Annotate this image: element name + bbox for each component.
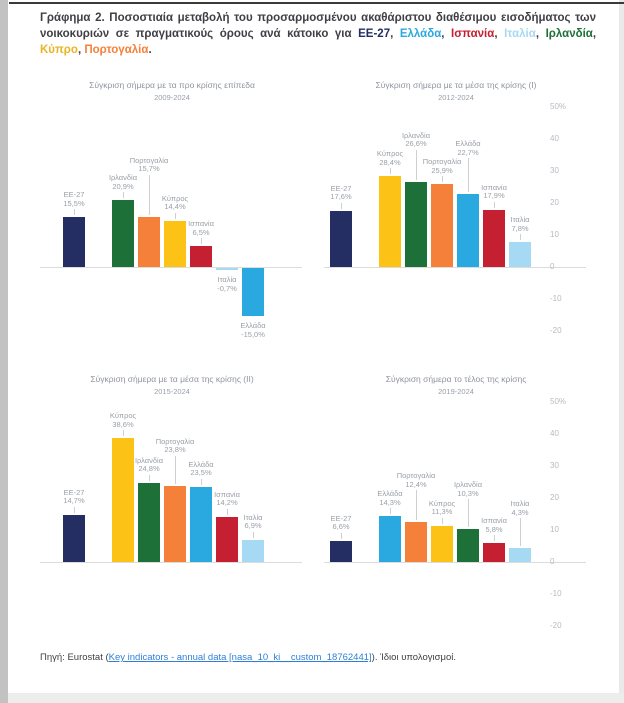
label-leader-line bbox=[74, 209, 75, 215]
label-leader-line bbox=[253, 532, 254, 538]
bar-Κύπρος bbox=[431, 526, 453, 562]
label-leader-line bbox=[123, 192, 124, 198]
bar-label-Ισπανία bbox=[470, 184, 518, 201]
bar-label-value: 17,9% bbox=[483, 191, 505, 201]
label-leader-line bbox=[175, 213, 176, 219]
axis-tick: 0 bbox=[550, 557, 555, 566]
label-leader-line bbox=[390, 168, 391, 174]
bar-label-country: Ελλάδα bbox=[455, 139, 481, 149]
label-leader-line bbox=[341, 203, 342, 209]
bar-Ιταλία bbox=[509, 548, 531, 562]
bar-label-Κύπρος bbox=[151, 195, 199, 212]
bar-label-Ιρλανδία bbox=[99, 174, 147, 191]
bar-label-country: Πορτογαλία bbox=[422, 157, 462, 167]
bar-label-country: Ισπανία bbox=[214, 489, 240, 499]
figure-title-segment: , bbox=[592, 28, 597, 40]
figure-title-segment: , bbox=[390, 28, 400, 40]
label-leader-line bbox=[442, 518, 443, 524]
bar-label-value: 14,7% bbox=[63, 496, 85, 506]
bar-label-ΕΕ-27 bbox=[317, 515, 365, 532]
bar-label-Κύπρος bbox=[418, 500, 466, 517]
bar-label-country: Πορτογαλία bbox=[396, 471, 436, 481]
bar-label-value: 11,3% bbox=[431, 507, 453, 517]
page-bottom-margin bbox=[8, 693, 624, 703]
bar-label-Ιρλανδία bbox=[125, 457, 173, 474]
bar-label-value: 15,7% bbox=[138, 164, 160, 174]
axis-tick: -10 bbox=[550, 589, 562, 598]
bar-label-country: Κύπρος bbox=[161, 193, 189, 203]
figure-title-segment: Πορτογαλία bbox=[84, 44, 149, 56]
bar-label-country: Ισπανία bbox=[481, 182, 507, 192]
figure-title-segment: ΕΕ-27 bbox=[358, 28, 391, 40]
bar-label-Ελλάδα bbox=[444, 140, 492, 157]
value-axis-top-row bbox=[550, 72, 588, 372]
axis-tick: 10 bbox=[550, 230, 559, 239]
axis-tick: 30 bbox=[550, 166, 559, 175]
bar-label-value: 6,5% bbox=[192, 227, 210, 237]
chart-mid-crisis-2 bbox=[38, 366, 306, 666]
bar-label-Κύπρος bbox=[366, 150, 414, 167]
bar-label-Πορτογαλία bbox=[125, 157, 173, 174]
bar-Ιταλία bbox=[509, 242, 531, 267]
bar-Ιρλανδία bbox=[112, 200, 134, 267]
axis-zero-tick bbox=[537, 267, 550, 268]
bar-label-value: -15,0% bbox=[241, 329, 265, 339]
bar-ΕΕ-27 bbox=[63, 515, 85, 562]
bar-label-Κύπρος bbox=[99, 412, 147, 429]
bar-label-value: 24,8% bbox=[138, 464, 160, 474]
chart-subtitle: 2009-2024 bbox=[154, 93, 190, 102]
figure-title-segment: Κύπρο bbox=[40, 44, 78, 56]
bar-Ιταλία bbox=[242, 540, 264, 562]
axis-tick: 10 bbox=[550, 525, 559, 534]
chart-title: Σύγκριση σήμερα με τα μέσα της κρίσης (ΙΙ) bbox=[90, 374, 254, 384]
label-leader-line bbox=[201, 479, 202, 485]
bar-ΕΕ-27 bbox=[330, 211, 352, 267]
bar-label-country: ΕΕ-27 bbox=[63, 190, 85, 200]
bar-label-country: Ιρλανδία bbox=[453, 480, 483, 490]
bar-label-country: Ισπανία bbox=[188, 219, 214, 229]
bar-label-value: 20,9% bbox=[112, 181, 134, 191]
bar-label-country: Ελλάδα bbox=[188, 459, 214, 469]
label-leader-line bbox=[520, 234, 521, 240]
page-top-border bbox=[9, 2, 624, 4]
bar-label-Ισπανία bbox=[470, 517, 518, 534]
chart-title: Σύγκριση σήμερα με τα μέσα της κρίσης (Ι) bbox=[375, 80, 537, 90]
axis-tick: 40 bbox=[550, 429, 559, 438]
axis-tick: -20 bbox=[550, 326, 562, 335]
bar-label-Ισπανία bbox=[177, 220, 225, 237]
axis-tick: -20 bbox=[550, 621, 562, 630]
bar-label-value: -0,7% bbox=[217, 283, 237, 293]
bar-Πορτογαλία bbox=[405, 522, 427, 562]
axis-tick: 20 bbox=[550, 198, 559, 207]
source-prefix: Πηγή: Eurostat ( bbox=[40, 652, 109, 663]
zero-gridline bbox=[40, 562, 302, 563]
label-leader-line bbox=[416, 150, 417, 180]
bar-Ελλάδα bbox=[457, 194, 479, 267]
bar-label-country: ΕΕ-27 bbox=[330, 183, 352, 193]
bar-label-value: 14,3% bbox=[379, 497, 401, 507]
bar-Πορτογαλία bbox=[164, 486, 186, 562]
figure-title bbox=[40, 10, 596, 58]
label-leader-line bbox=[468, 158, 469, 192]
source-note bbox=[40, 652, 600, 663]
bar-Ιρλανδία bbox=[405, 182, 427, 267]
bar-label-Ιρλανδία bbox=[392, 132, 440, 149]
axis-tick: 50% bbox=[550, 397, 567, 406]
figure-title-segment: , bbox=[494, 28, 505, 40]
bar-label-country: Πορτογαλία bbox=[129, 155, 169, 165]
bar-label-value: 14,2% bbox=[216, 498, 238, 508]
figure-title-segment: , bbox=[77, 44, 85, 56]
axis-tick: 20 bbox=[550, 493, 559, 502]
bar-Ισπανία bbox=[483, 543, 505, 562]
page-right-margin bbox=[619, 0, 624, 703]
bar-label-country: ΕΕ-27 bbox=[63, 487, 85, 497]
bar-label-value: 26,6% bbox=[405, 139, 427, 149]
bar-label-country: Ελλάδα bbox=[377, 489, 403, 499]
bar-Ιρλανδία bbox=[138, 483, 160, 562]
label-leader-line bbox=[494, 535, 495, 541]
bar-label-Ελλάδα bbox=[366, 490, 414, 507]
bar-Ισπανία bbox=[190, 246, 212, 267]
axis-tick: 50% bbox=[550, 102, 567, 111]
source-suffix: ). Ίδιοι υπολογισμοί. bbox=[371, 652, 457, 663]
bar-label-Ιρλανδία bbox=[444, 481, 492, 498]
label-leader-line bbox=[201, 238, 202, 244]
bar-label-country: Ιρλανδία bbox=[108, 173, 138, 183]
label-leader-line bbox=[390, 508, 391, 514]
bar-label-value: 4,3% bbox=[511, 507, 529, 517]
axis-tick: -10 bbox=[550, 294, 562, 303]
figure-title-segment: . bbox=[148, 44, 152, 56]
label-leader-line bbox=[123, 430, 124, 436]
bar-label-value: 25,9% bbox=[431, 165, 453, 175]
chart-subtitle: 2015-2024 bbox=[154, 387, 190, 396]
bar-label-Ιταλία bbox=[496, 216, 544, 233]
bar-label-country: Πορτογαλία bbox=[155, 436, 195, 446]
label-leader-line bbox=[442, 176, 443, 182]
bar-label-Ιταλία bbox=[496, 500, 544, 517]
label-leader-line bbox=[416, 490, 417, 520]
bar-label-ΕΕ-27 bbox=[50, 191, 98, 208]
chart-pre-crisis bbox=[38, 72, 306, 372]
bar-Πορτογαλία bbox=[431, 184, 453, 267]
bar-label-value: 17,6% bbox=[330, 192, 352, 202]
bar-label-value: 22,7% bbox=[457, 147, 479, 157]
bar-label-country: Ιταλία bbox=[217, 275, 237, 285]
bar-label-country: Κύπρος bbox=[428, 498, 456, 508]
bar-label-Ισπανία bbox=[203, 491, 251, 508]
label-leader-line bbox=[149, 475, 150, 481]
bar-label-country: Ισπανία bbox=[481, 516, 507, 526]
bar-label-value: 6,9% bbox=[244, 521, 262, 531]
bar-label-Πορτογαλία bbox=[418, 158, 466, 175]
bar-label-ΕΕ-27 bbox=[317, 185, 365, 202]
figure-title-segment: Ελλάδα bbox=[399, 28, 442, 40]
figure-title-segment: , bbox=[441, 28, 452, 40]
bar-label-Πορτογαλία bbox=[392, 472, 440, 489]
label-leader-line bbox=[520, 518, 521, 546]
bar-label-country: Κύπρος bbox=[376, 149, 404, 159]
label-leader-line bbox=[74, 507, 75, 513]
bar-label-country: Ιταλία bbox=[510, 215, 530, 225]
bar-Ιταλία bbox=[216, 268, 238, 270]
chart-title: Σύγκριση σήμερα το τέλος της κρίσης bbox=[385, 374, 527, 384]
bar-label-country: Ιρλανδία bbox=[134, 455, 164, 465]
axis-tick: 30 bbox=[550, 461, 559, 470]
bar-label-country: Ιταλία bbox=[510, 499, 530, 509]
eurostat-dataset-link[interactable]: Key indicators - annual data [nasa_10_ki__custom_18762441] bbox=[108, 652, 372, 663]
bar-label-country: Ιρλανδία bbox=[401, 130, 431, 140]
bar-label-value: 28,4% bbox=[379, 157, 401, 167]
axis-zero-tick bbox=[537, 562, 550, 563]
bar-label-value: 7,8% bbox=[511, 223, 529, 233]
bar-label-value: 15,5% bbox=[63, 198, 85, 208]
bar-label-value: 10,3% bbox=[457, 488, 479, 498]
figure-title-segment: , bbox=[535, 28, 546, 40]
bar-label-Πορτογαλία bbox=[151, 438, 199, 455]
page-left-margin bbox=[0, 0, 8, 703]
bar-label-ΕΕ-27 bbox=[50, 489, 98, 506]
axis-tick: 40 bbox=[550, 134, 559, 143]
bar-ΕΕ-27 bbox=[63, 217, 85, 267]
bar-label-Ελλάδα bbox=[177, 461, 225, 478]
bar-label-country: ΕΕ-27 bbox=[330, 513, 352, 523]
label-leader-line bbox=[341, 533, 342, 539]
figure-title-segment: Ιταλία bbox=[504, 28, 536, 40]
bar-Πορτογαλία bbox=[138, 217, 160, 267]
bar-Ελλάδα bbox=[242, 268, 264, 316]
bar-label-country: Ιταλία bbox=[243, 512, 263, 522]
bar-label-country: Ελλάδα bbox=[240, 321, 266, 330]
label-leader-line bbox=[494, 202, 495, 208]
bar-label-value: 23,5% bbox=[190, 468, 212, 478]
bar-label-value: 23,8% bbox=[164, 445, 186, 455]
bar-label-value: 5,8% bbox=[485, 524, 503, 534]
bar-label-Ιταλία bbox=[229, 514, 277, 531]
label-leader-line bbox=[175, 456, 176, 484]
chart-subtitle: 2019-2024 bbox=[438, 387, 474, 396]
axis-tick: 0 bbox=[550, 262, 555, 271]
label-leader-line bbox=[149, 175, 150, 215]
chart-title: Σύγκριση σήμερα με τα προ κρίσης επίπεδα bbox=[89, 80, 255, 90]
bar-label-value: 12,4% bbox=[405, 479, 427, 489]
figure-title-segment: Ισπανία bbox=[451, 28, 495, 40]
figure-title-segment: Γράφημα 2. Ποσοστιαία μεταβολή του προσαρμοσμένου ακαθάριστου διαθέσιμου εισοδήματος των νοικοκυριών σε πραγματικούς όρους ανά κάτοικο για bbox=[40, 12, 596, 40]
bar-label-country: Κύπρος bbox=[109, 411, 137, 421]
label-leader-line bbox=[468, 499, 469, 527]
chart-subtitle: 2012-2024 bbox=[438, 93, 474, 102]
bar-label-value: 38,6% bbox=[112, 419, 134, 429]
bar-Κύπρος bbox=[379, 176, 401, 267]
value-axis-bottom-row bbox=[550, 366, 588, 666]
label-leader-line bbox=[227, 509, 228, 515]
bar-label-value: 14,4% bbox=[164, 202, 186, 212]
bar-Ελλάδα bbox=[379, 516, 401, 562]
bar-label-Ελλάδα bbox=[229, 322, 277, 339]
bar-ΕΕ-27 bbox=[330, 541, 352, 562]
bar-label-value: 6,6% bbox=[332, 522, 350, 532]
figure-title-segment: Ιρλανδία bbox=[545, 28, 593, 40]
